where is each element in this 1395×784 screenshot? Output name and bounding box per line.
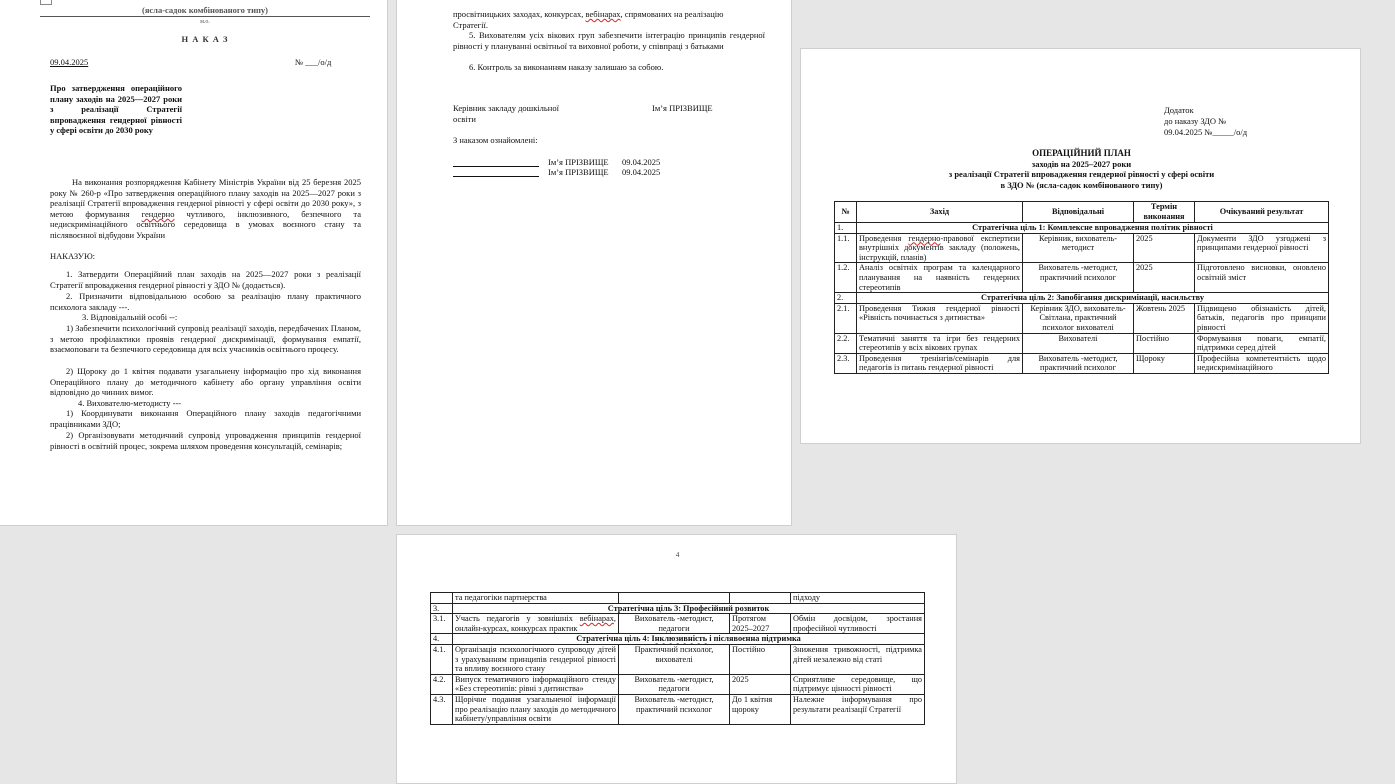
- term-cell: До 1 квітня щороку: [730, 694, 791, 724]
- action-cell: Щорічне подання узагальненої інформації про реалізацію плану заходів до методичного кабінету/управління освіти: [453, 694, 619, 724]
- col-header: Термін виконання: [1134, 202, 1195, 223]
- order-date: 09.04.2025: [50, 57, 89, 67]
- annex-order: до наказу ЗДО №: [1164, 116, 1227, 126]
- document-page-3: [800, 48, 1361, 444]
- table-row: [431, 674, 925, 694]
- row-number: 4.1.: [431, 644, 453, 674]
- responsible-cell: Практичний психолог, вихователі: [619, 644, 730, 674]
- city-note: м.о.: [200, 19, 210, 25]
- result-cell: Документи ЗДО узгоджені з принципами гендерної рівності: [1195, 233, 1329, 263]
- row-number: 1.1.: [835, 233, 857, 263]
- term-cell: 2025: [1134, 233, 1195, 263]
- responsible-cell: Керівник, вихователь-методист: [1023, 233, 1134, 263]
- table-row: [431, 593, 925, 604]
- table-row: [835, 333, 1329, 353]
- order-item: 1. Затвердити Операційний план заходів на 2025—2027 роки з реалізації Стратегії впровадження гендерної рівності у ЗДО № (додається).: [50, 269, 361, 290]
- row-number: 4.2.: [431, 674, 453, 694]
- result-cell: Обмін досвідом, зростання професійної чутливості: [791, 614, 925, 634]
- goal-row: [835, 223, 1329, 234]
- signer-name: Ім’я ПРІЗВИЩЕ: [548, 167, 609, 177]
- row-number: [431, 593, 453, 604]
- goal-row: [431, 634, 925, 645]
- table-row: [835, 303, 1329, 333]
- row-number: 2.3.: [835, 353, 857, 373]
- action-cell: Тематичні заняття та ігри без гендерних стереотипів у всіх вікових групах: [857, 333, 1023, 353]
- goal-row: [431, 603, 925, 614]
- continued-line: просвітницьких заходах, конкурсах, вебінарах, спрямованих на реалізацію: [453, 9, 724, 19]
- order-item: 2) Щороку до 1 квітня подавати узагальнену інформацію про хід виконання Операційного плану до методичного кабінету або органу управління освіти відповідно до чинних вимог.: [50, 366, 361, 398]
- col-header: Захід: [857, 202, 1023, 223]
- term-cell: Жовтень 2025: [1134, 303, 1195, 333]
- action-cell: Аналіз освітніх програм та календарного планування на наявність гендерних стереотипів: [857, 263, 1023, 293]
- signature-line: [453, 167, 539, 177]
- annex-label: Додаток: [1164, 105, 1194, 115]
- responsible-cell: [619, 593, 730, 604]
- goal-title: Стратегічна ціль 2: Запобігання дискримінації, насильству: [857, 293, 1329, 304]
- table-row: [835, 353, 1329, 373]
- goal-title: Стратегічна ціль 1: Комплексне впровадження політик рівності: [857, 223, 1329, 234]
- page-number: 4: [675, 550, 680, 559]
- action-cell: Участь педагогів у зовнішніх вебінарах, онлайн-курсах, конкурсах практик: [453, 614, 619, 634]
- annex-date: 09.04.2025 №_____/о/д: [1164, 127, 1248, 137]
- document-page-1: [0, 0, 388, 526]
- responsible-cell: Вихователь -методист, педагоги: [619, 614, 730, 634]
- order-subject: Про затвердження операційного плану заходів на 2025—2027 роки з реалізації Стратегії впровадження гендерної рівності у сфері освіти до 2030 року: [50, 83, 182, 136]
- plan-title: ОПЕРАЦІЙНИЙ ПЛАН: [1032, 148, 1131, 158]
- result-cell: Зниження тривожності, підтримка дітей незалежно від статі: [791, 644, 925, 674]
- result-cell: Професійна компетентність щодо недискримінаційного: [1195, 353, 1329, 373]
- action-cell: та педагогіки партнерства: [453, 593, 619, 604]
- action-cell: Проведення гендерно-правової експертизи внутрішніх документів закладу (положень, інструкцій, планів): [857, 233, 1023, 263]
- order-item: 4. Вихователю-методисту ---: [78, 398, 182, 408]
- signer-date: 09.04.2025: [622, 157, 661, 167]
- order-title: Н А К А З: [181, 34, 229, 44]
- order-item: 2) Організовувати методичний супровід упровадження принципів гендерної рівності в освітній процес, зокрема шляхом проведення консультацій, семінарів;: [50, 430, 361, 451]
- action-cell: Проведення тренінгів/семінарів для педагогів із питань гендерної рівності: [857, 353, 1023, 373]
- result-cell: Сприятливе середовище, що підтримує цінності рівності: [791, 674, 925, 694]
- order-number: № ___/о/д: [295, 57, 332, 67]
- col-header: Очікуваний результат: [1195, 202, 1329, 223]
- table-row: [431, 644, 925, 674]
- term-cell: [730, 593, 791, 604]
- order-preamble: На виконання розпорядження Кабінету Міністрів України від 25 березня 2025 року № 260-р «Про затвердження операційного плану заходів на 2025—2027 роки з реалізації Стратегії впровадження гендерної рівності у сфері освіти до 2030 року», з метою формування гендерно чутливого, інклюзивного, безпечного та недискримінаційного освітнього середовища в умовах воєнного стану та післявоєнної відбудови України: [50, 177, 361, 240]
- row-number: 4.: [431, 634, 453, 645]
- term-cell: 2025: [1134, 263, 1195, 293]
- term-cell: Щороку: [1134, 353, 1195, 373]
- row-number: 2.2.: [835, 333, 857, 353]
- row-number: 1.2.: [835, 263, 857, 293]
- goal-title: Стратегічна ціль 3: Професійний розвиток: [453, 603, 925, 614]
- order-item: 2. Призначити відповідальною особою за реалізацію плану практичного психолога закладу ---.: [50, 291, 361, 312]
- result-cell: Формування поваги, емпатії, підтримки серед дітей: [1195, 333, 1329, 353]
- goal-title: Стратегічна ціль 4: Інклюзивність і післявоєнна підтримка: [453, 634, 925, 645]
- plan-subtitle: з реалізації Стратегії впровадження гендерної рівності у сфері освіти: [948, 169, 1215, 179]
- signer-date: 09.04.2025: [622, 167, 661, 177]
- signature-line: [453, 157, 539, 167]
- col-header: Відповідальні: [1023, 202, 1134, 223]
- acquainted-label: З наказом ознайомлені:: [453, 135, 538, 145]
- responsible-cell: Вихователь -методист, педагоги: [619, 674, 730, 694]
- kindergarten-type: (ясла-садок комбінованого типу): [40, 5, 370, 17]
- order-word: НАКАЗУЮ:: [50, 251, 96, 261]
- term-cell: Постійно: [730, 644, 791, 674]
- result-cell: Підготовлено висновки, оновлено освітній зміст: [1195, 263, 1329, 293]
- term-cell: Протягом 2025–2027: [730, 614, 791, 634]
- document-page-2: [396, 0, 792, 526]
- result-cell: Підвищено обізнаність дітей, батьків, педагогів про принципи рівності: [1195, 303, 1329, 333]
- col-header: №: [835, 202, 857, 223]
- document-page-4: [396, 534, 957, 784]
- table-row: [835, 233, 1329, 263]
- operational-plan-table: [834, 201, 1329, 374]
- row-number: 3.1.: [431, 614, 453, 634]
- term-cell: 2025: [730, 674, 791, 694]
- table-row: [835, 263, 1329, 293]
- table-row: [431, 614, 925, 634]
- order-item-6: 6. Контроль за виконанням наказу залишаю за собою.: [469, 62, 664, 72]
- row-number: 2.1.: [835, 303, 857, 333]
- action-cell: Проведення Тижня гендерної рівності «Рівність починається з дитинства»: [857, 303, 1023, 333]
- action-cell: Організація психологічного супроводу дітей з урахуванням принципів гендерної рівності та впливу воєнного стану: [453, 644, 619, 674]
- row-number: 4.3.: [431, 694, 453, 724]
- responsible-cell: Вихователь -методист, практичний психолог: [1023, 263, 1134, 293]
- term-cell: Постійно: [1134, 333, 1195, 353]
- responsible-cell: Вихователь -методист, практичний психолог: [1023, 353, 1134, 373]
- goal-row: [835, 293, 1329, 304]
- table-row: [431, 694, 925, 724]
- order-item: 1) Координувати виконання Операційного плану заходів педагогічними працівниками ЗДО;: [50, 408, 361, 429]
- responsible-cell: Вихователі: [1023, 333, 1134, 353]
- responsible-cell: Вихователь -методист, практичний психолог: [619, 694, 730, 724]
- signer-name: Ім’я ПРІЗВИЩЕ: [548, 157, 609, 167]
- continued-line-2: Стратегії.: [453, 20, 489, 30]
- plan-subtitle: в ЗДО № (ясла-садок комбінованого типу): [1000, 180, 1163, 190]
- row-number: 2.: [835, 293, 857, 304]
- order-item-5: 5. Вихователям усіх вікових груп забезпечити інтеграцію принципів гендерної рівності у плануванні освітньої та виховної роботи, у співпраці з батьками: [453, 30, 765, 51]
- action-cell: Випуск тематичного інформаційного стенду «Без стереотипів: рівні з дитинства»: [453, 674, 619, 694]
- row-number: 3.: [431, 603, 453, 614]
- table-header-row: [835, 202, 1329, 223]
- order-item: 3. Відповідальній особі --:: [82, 312, 178, 322]
- responsible-cell: Керівник ЗДО, вихователь- Світлана, практичний психолог вихователі: [1023, 303, 1134, 333]
- head-name: Ім’я ПРІЗВИЩЕ: [652, 103, 713, 113]
- result-cell: Належне інформування про результати реалізації Стратегії: [791, 694, 925, 724]
- plan-subtitle: заходів на 2025–2027 роки: [1031, 159, 1132, 169]
- operational-plan-table-continued: [430, 592, 925, 725]
- order-item: 1) Забезпечити психологічний супровід реалізації заходів, передбачених Планом, з метою профілактики проявів гендерної дискримінації, формування емпатії, взаємоповаги та безпечного середовища для всіх учасників освітнього процесу.: [50, 323, 361, 355]
- result-cell: підходу: [791, 593, 925, 604]
- row-number: 1.: [835, 223, 857, 234]
- head-role: Керівник закладу дошкільної освіти: [453, 103, 559, 124]
